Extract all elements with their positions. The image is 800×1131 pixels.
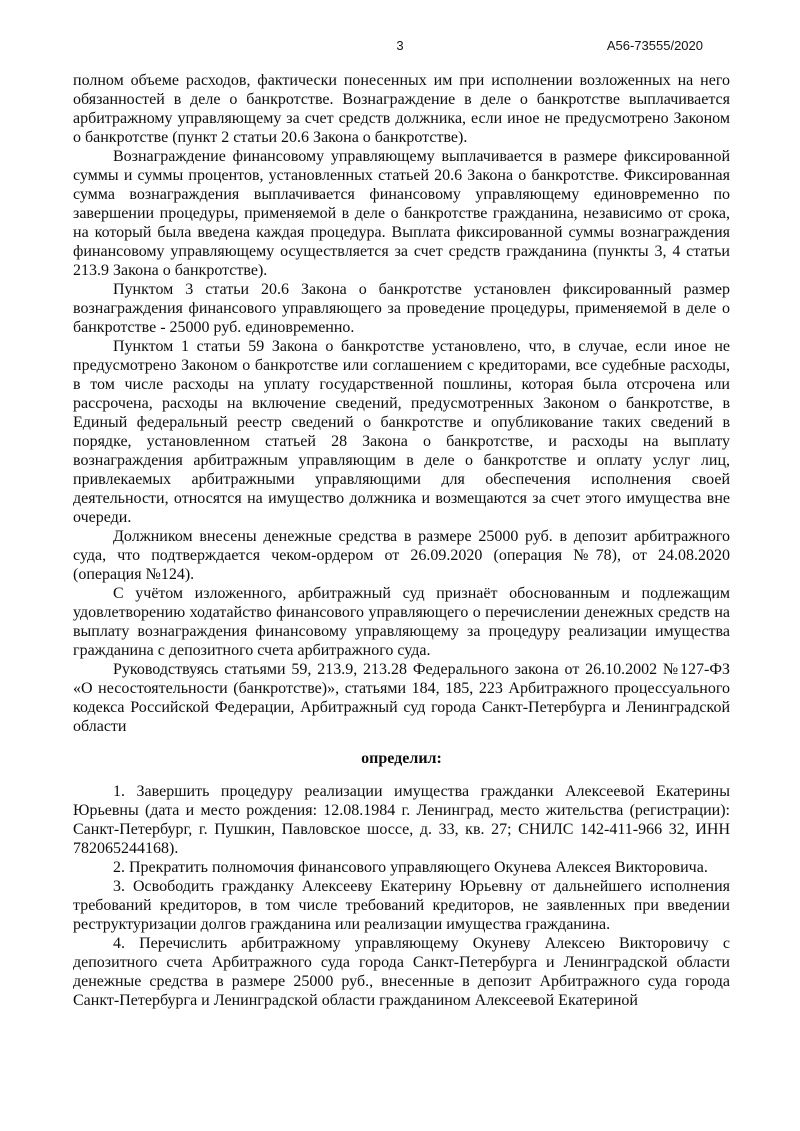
body-paragraph: Должником внесены денежные средства в размере 25000 руб. в депозит арбитражного суда, что подтверждается чеком-ордером от 26.09.2020 (операция №78), от 24.08.2020 (операция №124). — [73, 528, 730, 583]
ruling-heading: определил: — [361, 750, 442, 767]
body-paragraph: Пунктом 3 статьи 20.6 Закона о банкротстве установлен фиксированный размер вознаграждения финансового управляющего за проведение процедуры, применяемой в деле о банкротстве - 25000 руб. единовременно. — [73, 281, 730, 336]
body-paragraph: Руководствуясь статьями 59, 213.9, 213.28 Федерального закона от 26.10.2002 №127-ФЗ «О несостоятельности (банкротстве)», статьями 184, 185, 223 Арбитражного процессуального кодекса Российской Федерации, Арбитражный суд города Санкт-Петербурга и Ленинградской области — [73, 661, 730, 735]
document-body — [73, 71, 730, 1010]
ruling-item: 2. Прекратить полномочия финансового управляющего Окунева Алексея Викторовича. — [113, 859, 708, 876]
body-paragraph: Пунктом 1 статьи 59 Закона о банкротстве установлено, что, в случае, если иное не предусмотрено Законом о банкротстве или соглашением с кредиторами, все судебные расходы, в том числе расходы на уплату государственной пошлины, которая была отсрочена или рассрочена, расходы на включение сведений, предусмотренных Законом о банкротстве, в Единый федеральный реестр сведений о банкротстве и опубликование таких сведений в порядке, установленном статьей 28 Закона о банкротстве, и расходы на выплату вознаграждения арбитражным управляющим в деле о банкротстве и оплату услуг лиц, привлекаемых арбитражными управляющими для обеспечения исполнения своей деятельности, относятся на имущество должника и возмещаются за счет этого имущества вне очереди. — [73, 338, 730, 526]
page-number: 3 — [396, 38, 404, 53]
ruling-item: 3. Освободить гражданку Алексееву Екатерину Юрьевну от дальнейшего исполнения требований кредиторов, в том числе требований кредиторов, не заявленных при введении реструктуризации долгов гражданина или реализации имущества гражданина. — [73, 878, 730, 933]
body-paragraph: С учётом изложенного, арбитражный суд признаёт обоснованным и подлежащим удовлетворению ходатайство финансового управляющего о перечислении денежных средств на выплату вознаграждения финансовому управляющему за процедуру реализации имущества гражданина с депозитного счета арбитражного суда. — [73, 585, 730, 659]
body-paragraph: Вознаграждение финансовому управляющему выплачивается в размере фиксированной суммы и суммы процентов, установленных статьей 20.6 Закона о банкротстве. Фиксированная сумма вознаграждения выплачивается финансовому управляющему единовременно по завершении процедуры, применяемой в деле о банкротстве гражданина, независимо от срока, на который была введена каждая процедура. Выплата фиксированной суммы вознаграждения финансовому управляющему осуществляется за счет средств гражданина (пункты 3, 4 статьи 213.9 Закона о банкротстве). — [73, 148, 730, 279]
ruling-item: 1. Завершить процедуру реализации имущества гражданки Алексеевой Екатерины Юрьевны (дата и место рождения: 12.08.1984 г. Ленинград, место жительства (регистрации): Санкт-Петербург, г. Пушкин, Павловское шоссе, д. 33, кв. 27; СНИЛС 142-411-966 32, ИНН 782065244168). — [73, 783, 730, 857]
page-header — [0, 38, 800, 54]
ruling-item: 4. Перечислить арбитражному управляющему Окуневу Алексею Викторовичу с депозитного счета Арбитражного суда города Санкт-Петербурга и Ленинградской области денежные средства в размере 25000 руб., внесенные в депозит Арбитражного суда города Санкт-Петербурга и Ленинградской области гражданином Алексеевой Екатериной — [73, 935, 730, 1009]
case-number: А56-73555/2020 — [606, 38, 703, 53]
body-paragraph: полном объеме расходов, фактически понесенных им при исполнении возложенных на него обязанностей в деле о банкротстве. Вознаграждение в деле о банкротстве выплачивается арбитражному управляющему за счет средств должника, если иное не предусмотрено Законом о банкротстве (пункт 2 статьи 20.6 Закона о банкротстве). — [73, 72, 730, 146]
